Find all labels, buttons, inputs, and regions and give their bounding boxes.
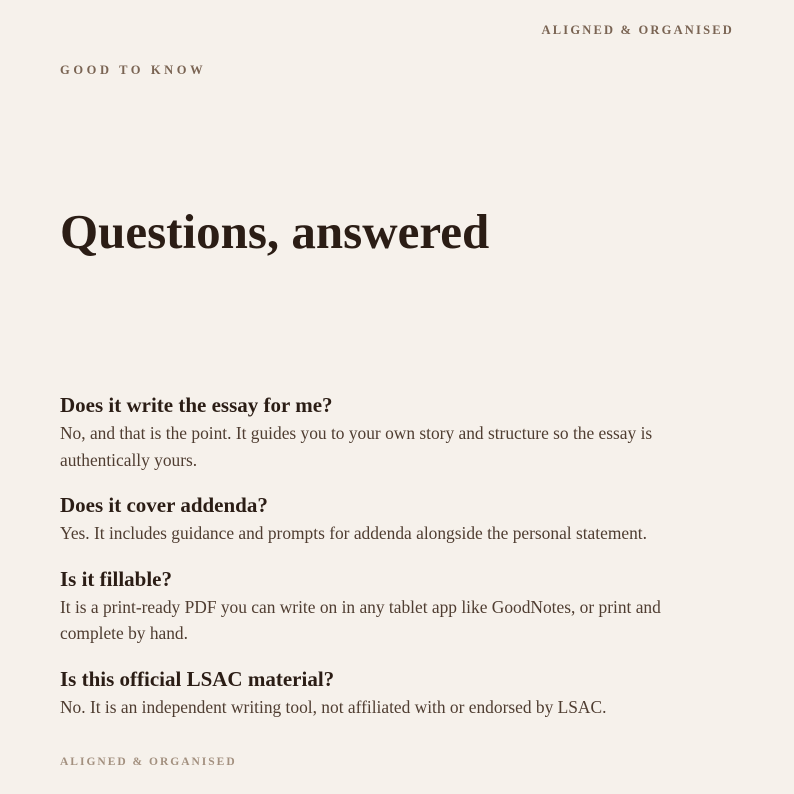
faq-list	[60, 392, 720, 739]
faq-question: Does it cover addenda?	[60, 493, 268, 517]
faq-question: Is this official LSAC material?	[60, 666, 335, 691]
page-title: Questions, answered	[60, 204, 490, 259]
faq-answer: No, and that is the point. It guides you to your own story and structure so the essay is authentically yours.	[60, 423, 653, 470]
brand-footer: ALIGNED & ORGANISED	[60, 756, 237, 768]
brand-header: ALIGNED & ORGANISED	[541, 23, 734, 37]
faq-question: Does it write the essay for me?	[60, 393, 333, 417]
faq-item	[60, 666, 720, 721]
faq-answer: It is a print-ready PDF you can write on in any tablet app like GoodNotes, or print and complete by hand.	[60, 596, 661, 643]
faq-answer: No. It is an independent writing tool, not affiliated with or endorsed by LSAC.	[60, 696, 607, 717]
faq-item	[60, 566, 720, 647]
faq-item	[60, 392, 720, 473]
section-eyebrow: GOOD TO KNOW	[60, 63, 207, 77]
faq-answer: Yes. It includes guidance and prompts for addenda alongside the personal statement.	[60, 523, 647, 543]
faq-question: Is it fillable?	[60, 566, 173, 591]
faq-item	[60, 492, 720, 547]
